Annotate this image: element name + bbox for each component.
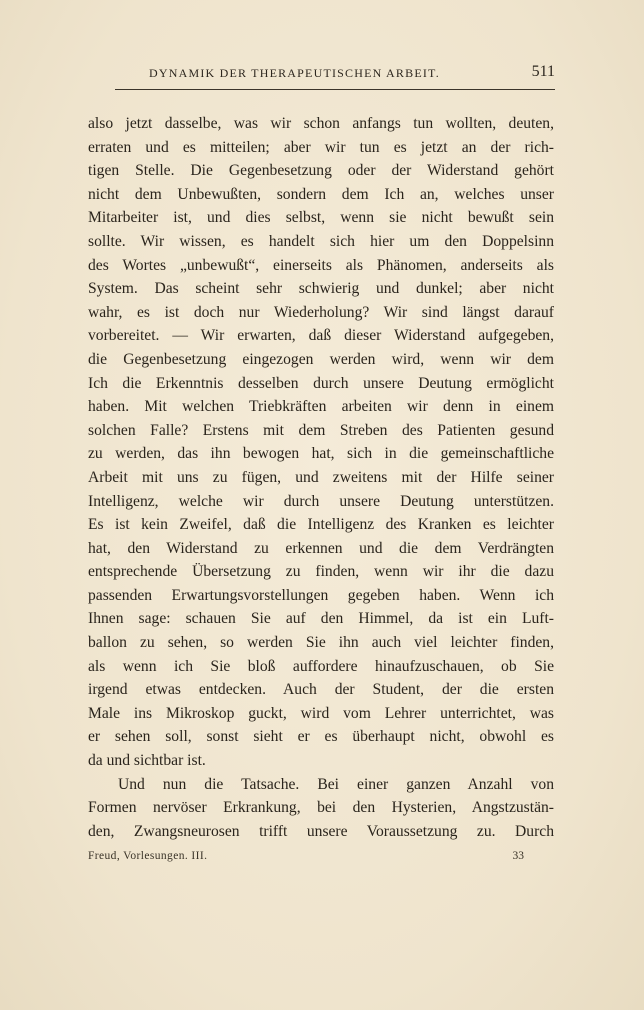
text-line: erraten und es mitteilen; aber wir tun es jetzt an der rich- [88,138,554,156]
page-number: 511 [531,63,555,80]
running-title: DYNAMIK DER THERAPEUTISCHEN ARBEIT. [149,66,440,80]
text-line: Male ins Mikroskop guckt, wird vom Lehrer unterrichtet, was [88,704,554,722]
text-line: passenden Erwartungsvorstellungen gegeben haben. Wenn ich [88,586,554,604]
text-line: Arbeit mit uns zu fügen, und zweitens mit der Hilfe seiner [88,468,554,486]
text-line: entsprechende Übersetzung zu finden, wenn wir ihr die dazu [88,563,554,581]
page-footer [88,850,554,868]
paragraph-last-line: da und sichtbar ist. [88,752,206,770]
text-line: vorbereitet. — Wir erwarten, daß dieser Widerstand aufgegeben, [88,327,554,345]
paragraph-first-line: Und nun die Tatsache. Bei einer ganzen Anzahl von [118,775,554,793]
header-rule [115,89,555,90]
text-line: Ihnen sage: schauen Sie auf den Himmel, da ist ein Luft- [88,610,554,628]
text-line: hat, den Widerstand zu erkennen und die dem Verdrängten [88,539,554,557]
text-line: des Wortes „unbewußt“, einerseits als Phänomen, anderseits als [88,256,554,274]
page-header [115,63,555,86]
text-line: sollte. Wir wissen, es handelt sich hier um den Doppelsinn [88,232,554,250]
text-line: Es ist kein Zweifel, daß die Intelligenz des Kranken es leichter [88,516,554,534]
text-line: solchen Falle? Erstens mit dem Streben des Patienten gesund [88,421,554,439]
text-line: irgend etwas entdecken. Auch der Student, der die ersten [88,681,554,699]
text-line: System. Das scheint sehr schwierig und dunkel; aber nicht [88,280,554,298]
text-line: also jetzt dasselbe, was wir schon anfangs tun wollten, deuten, [88,115,554,132]
text-line: er sehen soll, sonst sieht er es überhaupt nicht, obwohl es [88,728,554,746]
text-line: haben. Mit welchen Triebkräften arbeiten wir denn in einem [88,398,554,416]
text-line: wahr, es ist doch nur Wiederholung? Wir sind längst darauf [88,303,554,321]
text-line: ballon zu sehen, so werden Sie ihn auch viel leichter finden, [88,634,554,652]
text-line: Ich die Erkenntnis desselben durch unsere Deutung ermöglicht [88,374,554,392]
text-line: Mitarbeiter ist, und dies selbst, wenn sie nicht bewußt sein [88,209,554,227]
text-line: als wenn ich Sie bloß auffordere hinaufzuschauen, ob Sie [88,657,554,675]
text-line: die Gegenbesetzung eingezogen werden wird, wenn wir dem [88,350,554,368]
text-line: Formen nervöser Erkrankung, bei den Hysterien, Angstzustän- [88,799,554,817]
text-line: nicht dem Unbewußten, sondern dem Ich an, welches unser [88,185,554,203]
text-line: zu werden, das ihn bewogen hat, sich in die gemeinschaftliche [88,445,554,463]
body-text [88,112,554,843]
signature-mark: Freud, Vorlesungen. III. [88,850,208,862]
text-line: Intelligenz, welche wir durch unsere Deutung unterstützen. [88,492,554,510]
signature-number: 33 [512,850,524,862]
text-line: tigen Stelle. Die Gegenbesetzung oder der Widerstand gehört [88,162,554,180]
text-line: den, Zwangsneurosen trifft unsere Voraussetzung zu. Durch [88,822,554,840]
